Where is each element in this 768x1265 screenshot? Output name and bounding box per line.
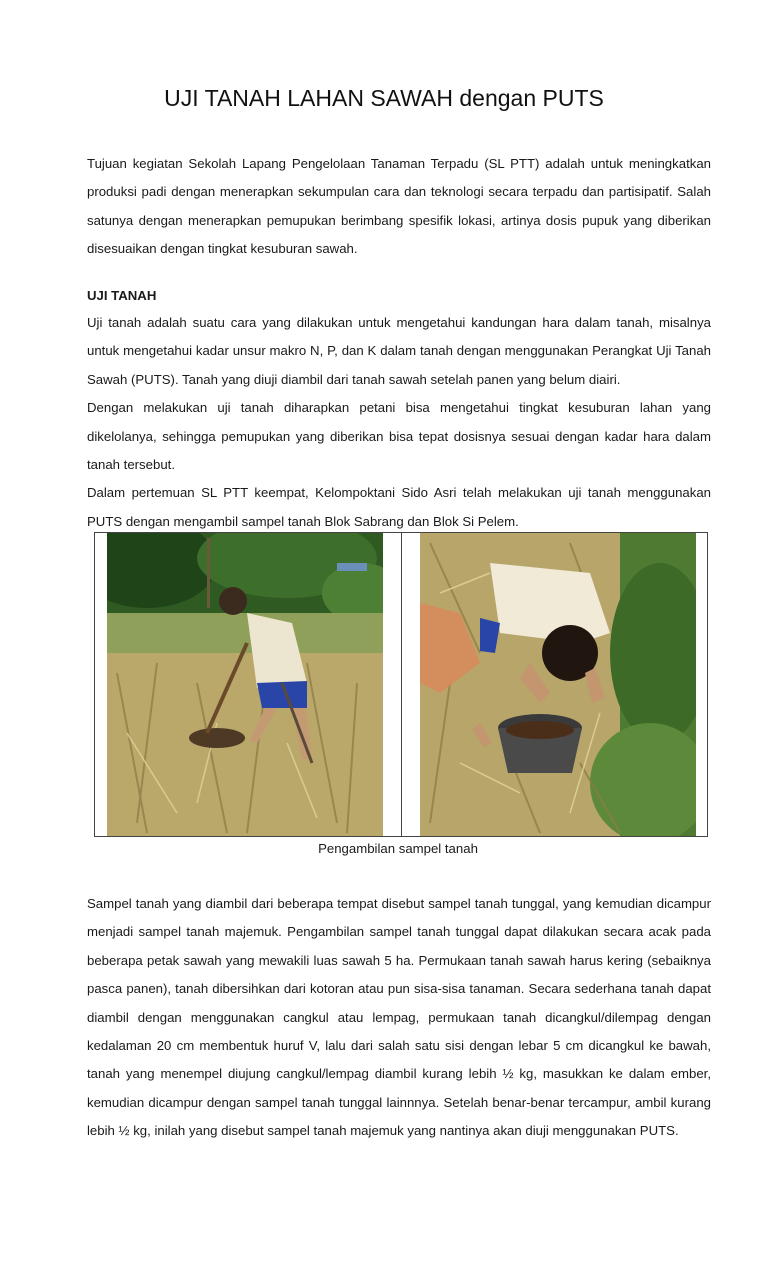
intro-paragraph (87, 150, 711, 264)
uji-tanah-section (87, 309, 711, 536)
figure-caption: Pengambilan sampel tanah (318, 841, 478, 856)
photo-farmer-hoeing (107, 533, 383, 836)
uji-paragraph-3: Dalam pertemuan SL PTT keempat, Kelompoktani Sido Asri telah melakukan uji tanah menggunakan PUTS dengan mengambil sampel tanah Blok Sabrang dan Blok Si Pelem. (87, 485, 711, 529)
uji-paragraph-2: Dengan melakukan uji tanah diharapkan petani bisa mengetahui tingkat kesuburan lahan yang dikelolanya, sehingga pemupukan yang diberikan bisa tepat dosisnya sesuai dengan kadar hara dalam tanah tersebut. (87, 400, 711, 473)
intro-text: Tujuan kegiatan Sekolah Lapang Pengelolaan Tanaman Terpadu (SL PTT) adalah untuk meningkatkan produksi padi dengan menerapkan sekumpulan cara dan teknologi secara terpadu dan partisipatif. Salah satunya dengan menerapkan pemupukan berimbang spesifik lokasi, artinya dosis pupuk yang diberikan disesuaikan dengan tingkat kesuburan sawah. (87, 156, 711, 257)
sampel-section (87, 890, 711, 1146)
document-title: UJI TANAH LAHAN SAWAH dengan PUTS (164, 85, 604, 111)
sampel-paragraph: Sampel tanah yang diambil dari beberapa tempat disebut sampel tanah tunggal, yang kemudian dicampur menjadi sampel tanah majemuk. Pengambilan sampel tanah tunggal dapat dilakukan secara acak pada beberapa petak sawah yang mewakili luas sawah 5 ha. Permukaan tanah sawah harus kering (sebaiknya pasca panen), tanah dibersihkan dari kotoran atau pun sisa-sisa tanaman. Secara sederhana tanah dapat diambil dengan menggunakan cangkul atau lempag, permukaan tanah dicangkul/dilempag dengan kedalaman 20 cm membentuk huruf V, lalu dari salah satu sisi dengan lebar 5 cm dicangkul ke bawah, tanah yang menempel diujung cangkul/lempag diambil kurang lebih ½ kg, masukkan ke dalam ember, kemudian dicampur dengan sampel tanah tunggal lainnnya. Setelah benar-benar tercampur, ambil kurang lebih ½ kg, inilah yang disebut sampel tanah majemuk yang nantinya akan diuji menggunakan PUTS. (87, 896, 711, 1139)
section-heading-uji-tanah: UJI TANAH (87, 288, 157, 303)
uji-paragraph-1: Uji tanah adalah suatu cara yang dilakukan untuk mengetahui kandungan hara dalam tanah, misalnya untuk mengetahui kadar unsur makro N, P, dan K dalam tanah dengan menggunakan Perangkat Uji Tanah Sawah (PUTS). Tanah yang diuji diambil dari tanah sawah setelah panen yang belum diairi. (87, 315, 711, 387)
photo-figure (94, 532, 708, 837)
photo-right-cell (401, 533, 708, 836)
photo-farmer-bucket (420, 533, 696, 836)
photo-left-cell (95, 533, 401, 836)
